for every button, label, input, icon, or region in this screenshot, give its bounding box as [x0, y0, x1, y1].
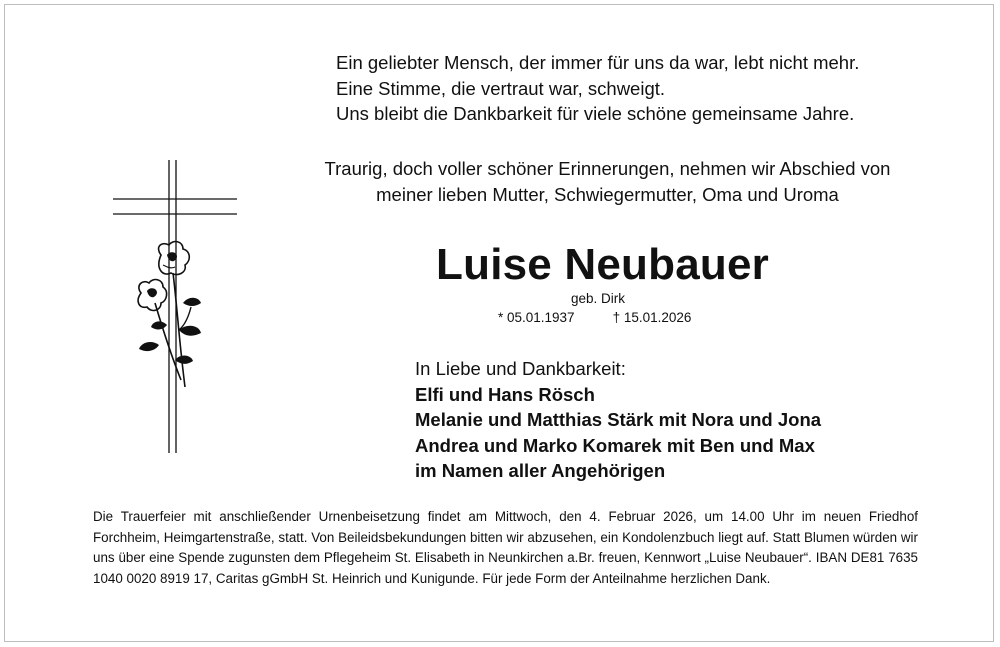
birth-name: geb. Dirk	[571, 291, 626, 306]
death-date: † 15.01.2026	[612, 310, 692, 325]
intro-line: meiner lieben Mutter, Schwiegermutter, Oma und Uroma	[376, 183, 839, 205]
intro-text	[275, 156, 940, 207]
obituary-notice	[4, 4, 994, 642]
funeral-details: Die Trauerfeier mit anschließender Urnenbeisetzung findet am Mittwoch, den 4. Februar 2026, um 14.00 Uhr im neuen Friedhof Forchheim, Heimgartenstraße, statt. Von Beileidsbekundungen bitten wir abzusehen, ein Kondolenzbuch liegt auf. Statt Blumen würden wir uns über eine Spende zugunsten dem Pflegeheim St. Elisabeth in Neunkirchen a.Br. freuen, Kennwort „Luise Neubauer“. IBAN DE81 7635 1040 0020 8919 17, Caritas gGmbH St. Heinrich und Kunigunde. Für jede Form der Anteilnahme herzlichen Dank.	[93, 509, 918, 586]
verse-line: Ein geliebter Mensch, der immer für uns da war, lebt nicht mehr.	[336, 52, 860, 73]
mourner-line: Andrea und Marko Komarek mit Ben und Max	[415, 434, 815, 456]
mourners	[415, 356, 821, 484]
intro-line: Traurig, doch voller schöner Erinnerungen, nehmen wir Abschied von	[324, 158, 891, 179]
mourner-line: im Namen aller Angehörigen	[415, 460, 666, 481]
life-dates	[498, 310, 691, 326]
cross-with-rose-icon	[105, 155, 245, 455]
verse-line: Eine Stimme, die vertraut war, schweigt.	[336, 77, 666, 99]
verse-line: Uns bleibt die Dankbarkeit für viele schöne gemeinsame Jahre.	[336, 103, 855, 124]
mourner-line: Elfi und Hans Rösch	[415, 383, 595, 405]
mourner-line: Melanie und Matthias Stärk mit Nora und Jona	[415, 409, 822, 430]
deceased-name: Luise Neubauer	[436, 240, 769, 289]
birth-date: * 05.01.1937	[498, 310, 575, 325]
verse	[336, 50, 859, 127]
mourners-lead: In Liebe und Dankbarkeit:	[415, 358, 626, 379]
